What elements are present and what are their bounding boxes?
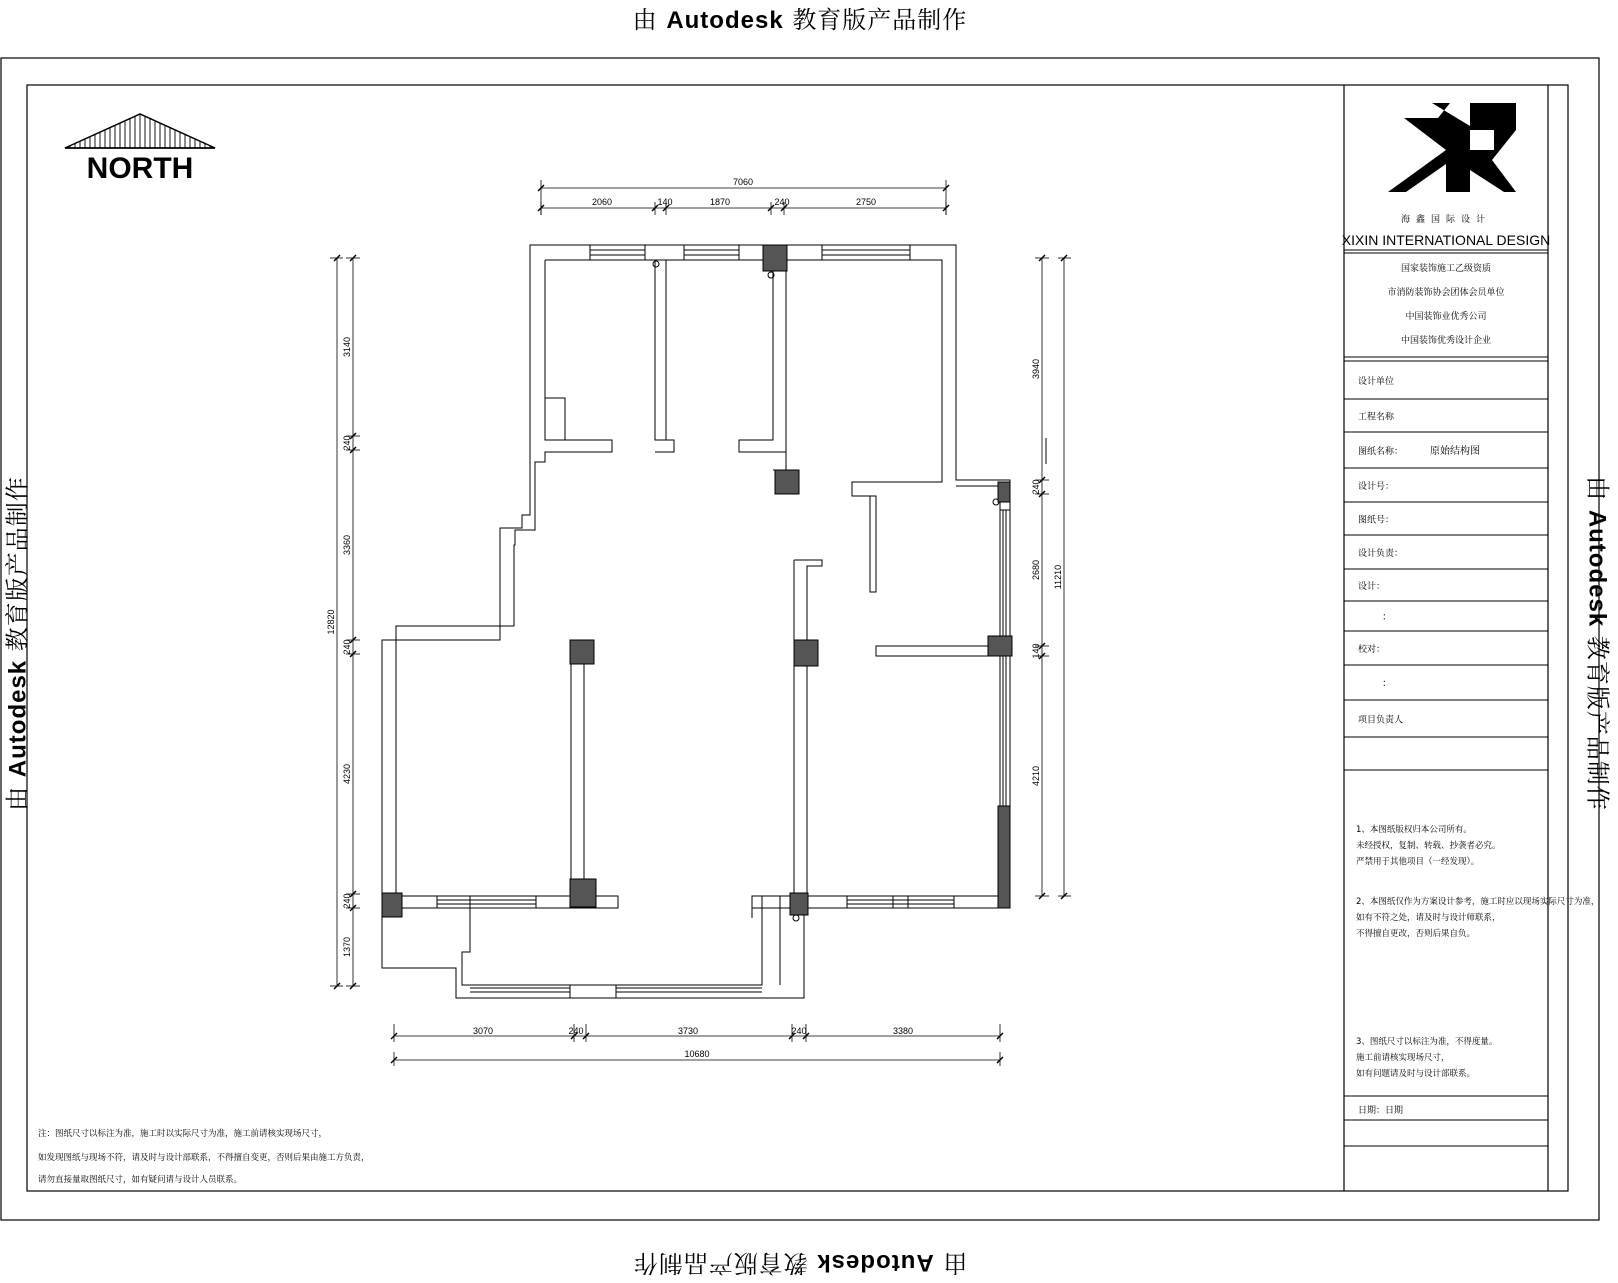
watermark-left: 由 Autodesk 教育版产品制作 bbox=[3, 476, 32, 811]
company-name-cn: 海鑫国际设计 bbox=[1400, 215, 1492, 225]
dim-right-segment: 4210 bbox=[1031, 765, 1041, 787]
watermark-top: 由 Autodesk 教育版产品制作 bbox=[632, 6, 968, 34]
dim-top-segment: 1870 bbox=[709, 197, 731, 207]
title-block bbox=[1358, 375, 1480, 726]
title-block-value: ： bbox=[1382, 678, 1392, 690]
floor-plan bbox=[382, 245, 1010, 998]
structural-columns bbox=[382, 245, 1012, 917]
date-label: 日期：日期 bbox=[1358, 1106, 1404, 1116]
title-block-label: 图纸号： bbox=[1358, 515, 1395, 526]
bottom-note bbox=[38, 1128, 370, 1185]
north-arrow-icon bbox=[65, 114, 215, 185]
dim-right-segment: 2680 bbox=[1031, 559, 1041, 581]
watermark-bottom: 由 Autodesk 教育版产品制作 bbox=[632, 1249, 968, 1277]
title-block-note: 2、本图纸仅作为方案设计参考，施工时应以现场实际尺寸为准， bbox=[1356, 897, 1600, 907]
bottom-note-line: 如发现图纸与现场不符，请及时与设计部联系，不得擅自变更，否则后果由施工方负责， bbox=[38, 1153, 370, 1163]
title-block-label: 校对： bbox=[1358, 645, 1386, 655]
title-block-label: 设计号： bbox=[1358, 482, 1395, 492]
title-block-label: 图纸名称： bbox=[1358, 447, 1404, 457]
dim-top-segment: 2750 bbox=[855, 197, 877, 207]
company-info-line: 国家装饰施工乙级资质 bbox=[1400, 264, 1492, 274]
title-block-label: 设计单位 bbox=[1358, 377, 1395, 387]
title-block-label: 项目负责人 bbox=[1358, 715, 1404, 726]
dim-bottom-segment: 240 bbox=[568, 1026, 584, 1036]
title-block-note: 如有不符之处，请及时与设计师联系， bbox=[1356, 913, 1501, 923]
dim-bottom-segment: 3730 bbox=[677, 1026, 699, 1036]
title-block-value: ： bbox=[1382, 612, 1392, 623]
dim-top-segment: 240 bbox=[774, 197, 790, 207]
dim-top-total: 7060 bbox=[732, 177, 754, 187]
dim-bottom-segment: 3070 bbox=[472, 1026, 494, 1036]
company-info bbox=[1387, 262, 1504, 346]
dim-left-segment: 1370 bbox=[342, 936, 352, 958]
title-block-note: 1、本图纸版权归本公司所有。 bbox=[1356, 825, 1472, 835]
dim-top-segment: 2060 bbox=[591, 197, 613, 207]
title-block-note: 如有问题请及时与设计部联系。 bbox=[1356, 1069, 1476, 1079]
watermark-right: 由 Autodesk 教育版产品制作 bbox=[1583, 476, 1612, 811]
dim-right-segment: 3940 bbox=[1031, 358, 1041, 380]
dim-left-segment: 3360 bbox=[342, 534, 352, 556]
dim-left-total: 12820 bbox=[326, 609, 336, 635]
company-info-line: 中国装饰优秀设计企业 bbox=[1400, 336, 1492, 346]
title-block-note: 不得擅自更改，否则后果自负。 bbox=[1356, 929, 1476, 939]
dim-bottom-segment: 3380 bbox=[892, 1026, 914, 1036]
title-block-note: 严禁用于其他项目（一经发现）。 bbox=[1356, 857, 1480, 867]
title-block-value: 原始结构图 bbox=[1430, 446, 1480, 457]
dimension-lines bbox=[330, 180, 1071, 1066]
dim-top-segment: 140 bbox=[657, 197, 673, 207]
dim-right-segment: 240 bbox=[1031, 479, 1041, 495]
title-block-note: 未经授权，复制、转载、抄袭者必究。 bbox=[1356, 841, 1501, 851]
dim-right-segment: 140 bbox=[1031, 643, 1041, 659]
company-name-en: XIXIN INTERNATIONAL DESIGN bbox=[1341, 232, 1551, 248]
dim-left-segment: 240 bbox=[342, 639, 352, 655]
title-block-label: 工程名称 bbox=[1358, 412, 1395, 423]
dim-left-segment: 3140 bbox=[342, 336, 352, 358]
dim-left-segment: 240 bbox=[342, 435, 352, 451]
dim-right-total: 11210 bbox=[1053, 564, 1063, 590]
dimension-labels bbox=[326, 177, 1063, 1059]
title-block-notes bbox=[1356, 824, 1599, 1079]
title-block-note: 施工前请核实现场尺寸， bbox=[1356, 1053, 1450, 1063]
title-block-note: 3、图纸尺寸以标注为准，不得度量。 bbox=[1356, 1037, 1498, 1047]
north-label: NORTH bbox=[86, 152, 194, 185]
title-block-label: 设计负责： bbox=[1358, 549, 1404, 559]
dim-left-segment: 240 bbox=[342, 893, 352, 909]
company-info-line: 市消防装饰协会团体会员单位 bbox=[1387, 288, 1505, 298]
bottom-note-line: 请勿直接量取图纸尺寸，如有疑问请与设计人员联系。 bbox=[38, 1175, 243, 1185]
dim-bottom-segment: 240 bbox=[791, 1026, 807, 1036]
dim-bottom-total: 10680 bbox=[684, 1049, 710, 1059]
title-block-label: 设计： bbox=[1358, 582, 1386, 592]
company-info-line: 中国装饰业优秀公司 bbox=[1405, 312, 1487, 322]
bottom-note-line: 注：图纸尺寸以标注为准，施工时以实际尺寸为准，施工前请核实现场尺寸， bbox=[38, 1129, 328, 1139]
company-logo-icon bbox=[1388, 103, 1516, 192]
dim-left-segment: 4230 bbox=[342, 763, 352, 785]
